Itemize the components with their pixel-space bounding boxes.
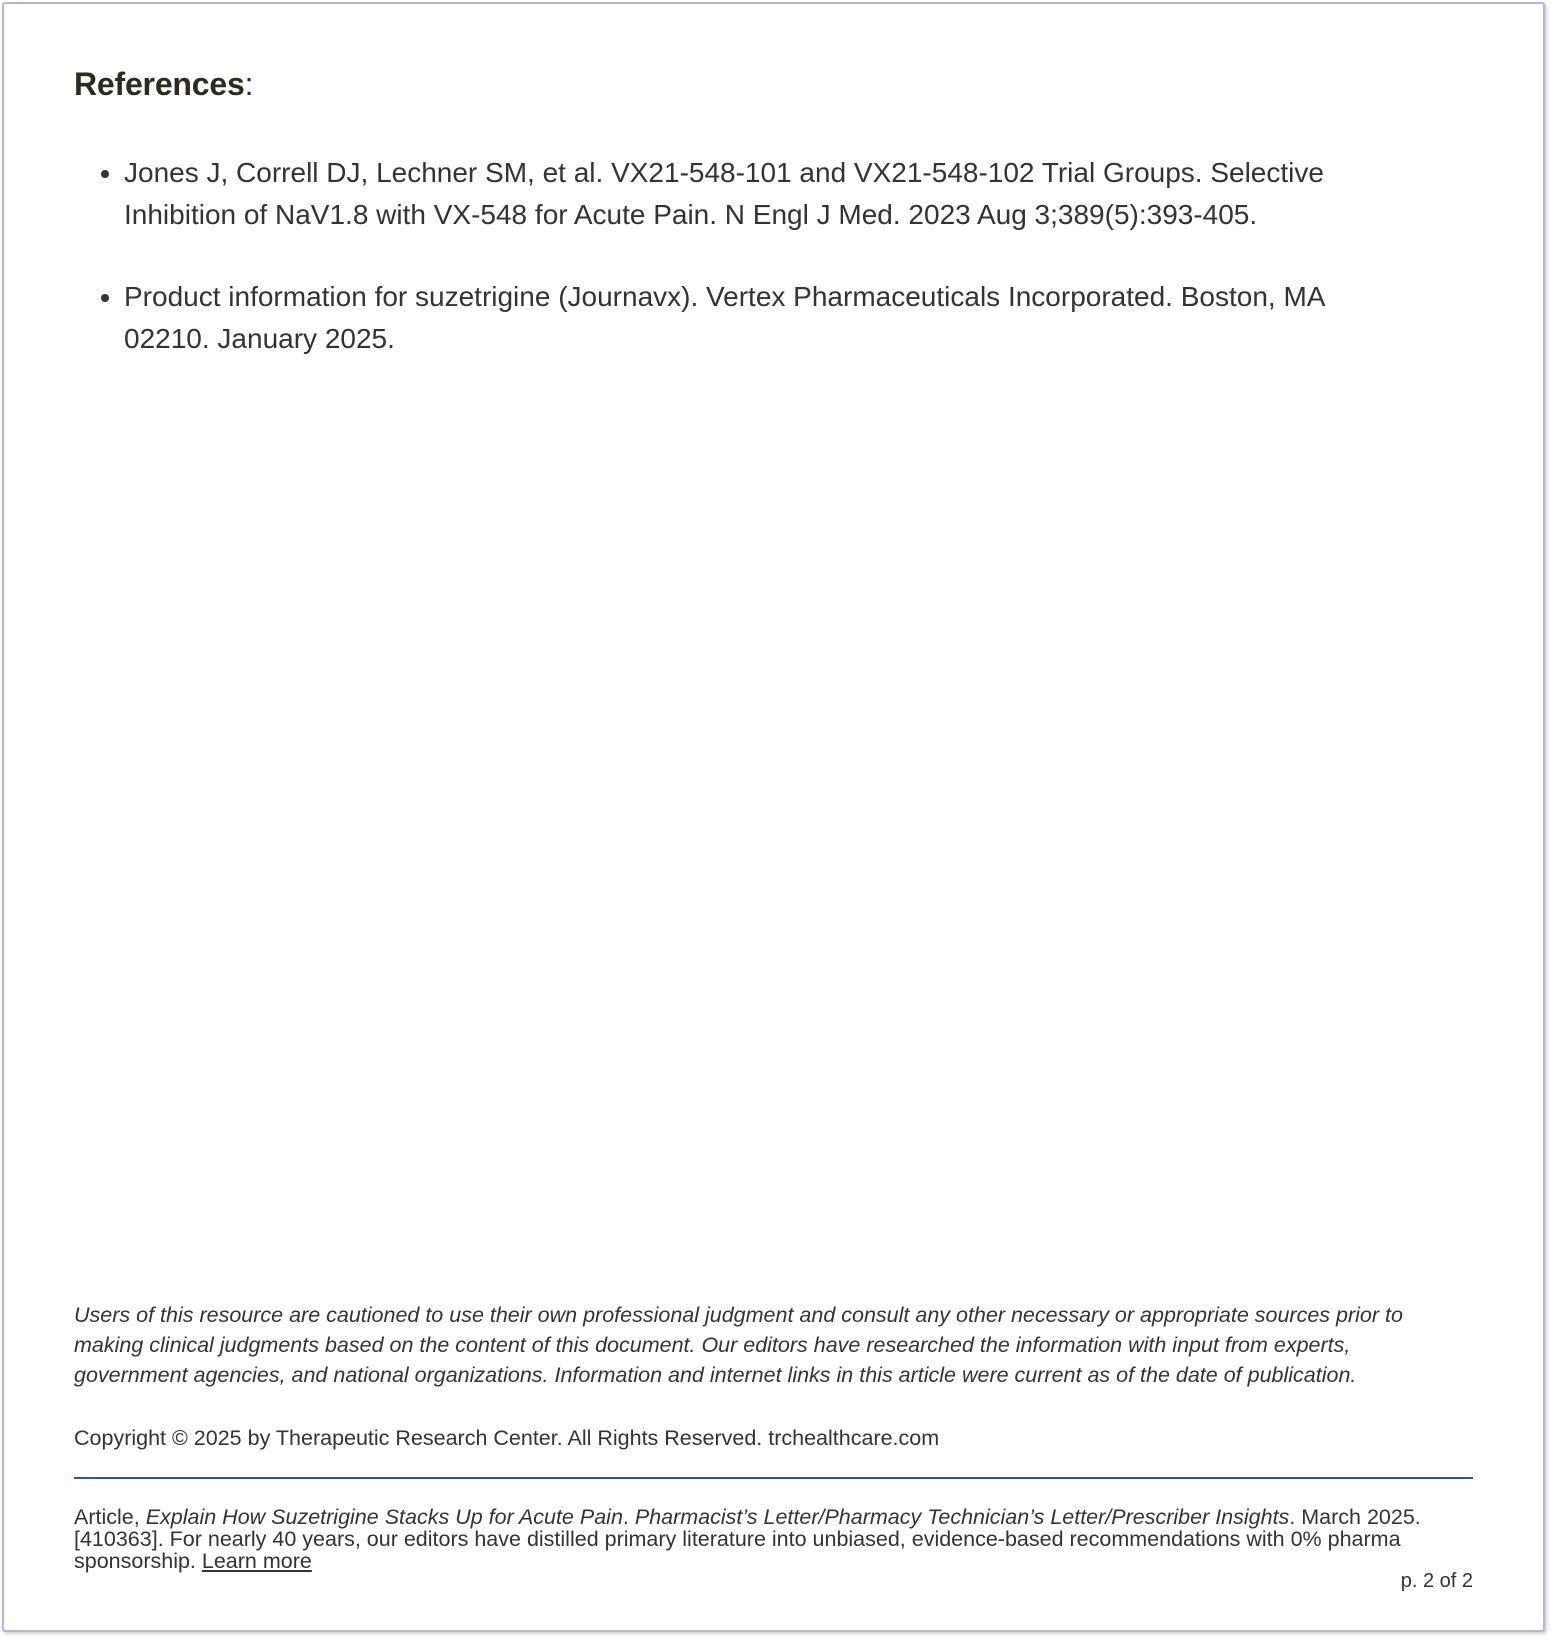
reference-item: • Product information for suzetrigine (Journavx). Vertex Pharmaceuticals Incorporated. Boston, MA 02210. January 2025. bbox=[124, 276, 1414, 360]
document-page bbox=[2, 2, 1545, 1632]
references-heading-colon: : bbox=[244, 66, 254, 102]
references-heading bbox=[74, 66, 253, 103]
reference-item: • Jones J, Correll DJ, Lechner SM, et al. VX21-548-101 and VX21-548-102 Trial Groups. Selective Inhibition of NaV1.8 with VX-548 for Acute Pain. N Engl J Med. 2023 Aug 3;389(5):393-405. bbox=[124, 152, 1414, 236]
footer-divider bbox=[74, 1477, 1473, 1479]
references-list bbox=[74, 152, 1414, 400]
copyright-text: Copyright © 2025 by Therapeutic Research Center. All Rights Reserved. trchealthcare.com bbox=[74, 1426, 940, 1450]
learn-more-link[interactable]: Learn more bbox=[201, 1549, 312, 1573]
citation-source: Pharmacist’s Letter/Pharmacy Technician’s Letter/Prescriber Insights bbox=[634, 1505, 1290, 1529]
citation-details: . March 2025. [410363]. For nearly 40 years, our editors have distilled primary literature into unbiased, evidence-based recommendations with 0% pharma sponsorship. bbox=[74, 1505, 1421, 1573]
disclaimer-text: Users of this resource are cautioned to use their own professional judgment and consult any other necessary or appropriate sources prior to making clinical judgments based on the content of this document. Our editors have researched the information with input from experts, government agencies, and national organizations. Information and internet links in this article were current as of the date of publication. bbox=[74, 1303, 1403, 1387]
citation-separator: . bbox=[622, 1505, 635, 1529]
page-number: p. 2 of 2 bbox=[1400, 1570, 1473, 1592]
article-citation bbox=[74, 1506, 1424, 1572]
citation-prefix: Article, bbox=[74, 1505, 146, 1529]
citation-title: Explain How Suzetrigine Stacks Up for Acute Pain bbox=[145, 1505, 623, 1529]
references-heading-text: References bbox=[74, 66, 245, 102]
